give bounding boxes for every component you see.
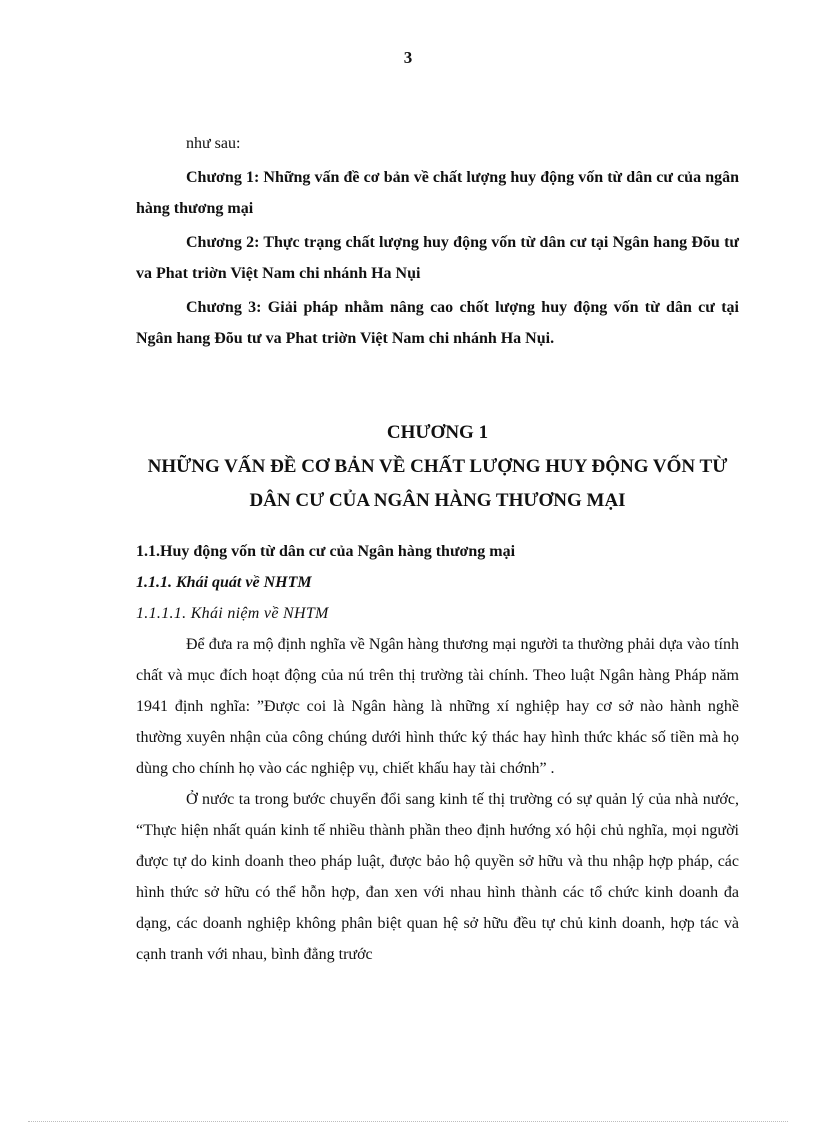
chapter-title: NHỮNG VẤN ĐỀ CƠ BẢN VỀ CHẤT LƯỢNG HUY ĐỘNG VỐN TỪ DÂN CƯ CỦA NGÂN HÀNG THƯƠNG MẠI bbox=[147, 456, 728, 511]
intro-lead: như sau: bbox=[186, 135, 241, 152]
subsection-heading: 1.1.1. Khái quát về NHTM bbox=[136, 574, 312, 591]
chapter-summary-2: Chương 2: Thực trạng chất lượng huy động vốn từ dân cư tại Ngân hang Đõu tư va Phat triờn Việt Nam chi nhánh Ha Nụi bbox=[136, 234, 739, 282]
page-number: 3 bbox=[403, 48, 413, 67]
body-paragraph-1: Để đưa ra mộ định nghĩa về Ngân hàng thương mại người ta thường phải dựa vào tính chất và mục đích hoạt động của nú trên thị trường tài chính. Theo luật Ngân hàng Pháp năm 1941 định nghĩa: ”Được coi là Ngân hàng là những xí nghiệp hay cơ sở nào hành nghề thường xuyên nhận của công chúng dưới hình thức ký thác hay hình thức khác số tiền mà họ dùng cho chính họ vào các nghiệp vụ, chiết khấu hay tài chớnh” . bbox=[136, 636, 739, 777]
section-heading: 1.1.Huy động vốn từ dân cư của Ngân hàng thương mại bbox=[136, 543, 516, 560]
chapter-heading bbox=[136, 416, 739, 518]
document-body bbox=[136, 128, 739, 970]
body-paragraph-2: Ở nước ta trong bước chuyển đổi sang kinh tế thị trường có sự quản lý của nhà nước, “Thực hiện nhất quán kinh tế nhiều thành phần theo định hướng xó hội chủ nghĩa, mọi người được tự do kinh doanh theo pháp luật, được bảo hộ quyền sở hữu và thu nhập hợp pháp, các hình thức sở hữu có thể hỗn hợp, đan xen với nhau hình thành các tổ chức kinh doanh đa dạng, các doanh nghiệp không phân biệt quan hệ sở hữu đều tự chủ kinh doanh, hợp tác và cạnh tranh với nhau, bình đẳng trước bbox=[136, 791, 739, 963]
page-bottom-divider bbox=[28, 1121, 788, 1122]
chapter-number: CHƯƠNG 1 bbox=[386, 422, 489, 443]
subsubsection-heading: 1.1.1.1. Khái niệm về NHTM bbox=[136, 605, 329, 622]
chapter-summary-3: Chương 3: Giải pháp nhằm nâng cao chốt lượng huy động vốn từ dân cư tại Ngân hang Đõu tư va Phat triờn Việt Nam chi nhánh Ha Nụi. bbox=[136, 299, 739, 347]
chapter-summary-1: Chương 1: Những vấn đề cơ bản về chất lượng huy động vốn từ dân cư của ngân hàng thương mại bbox=[136, 169, 739, 217]
